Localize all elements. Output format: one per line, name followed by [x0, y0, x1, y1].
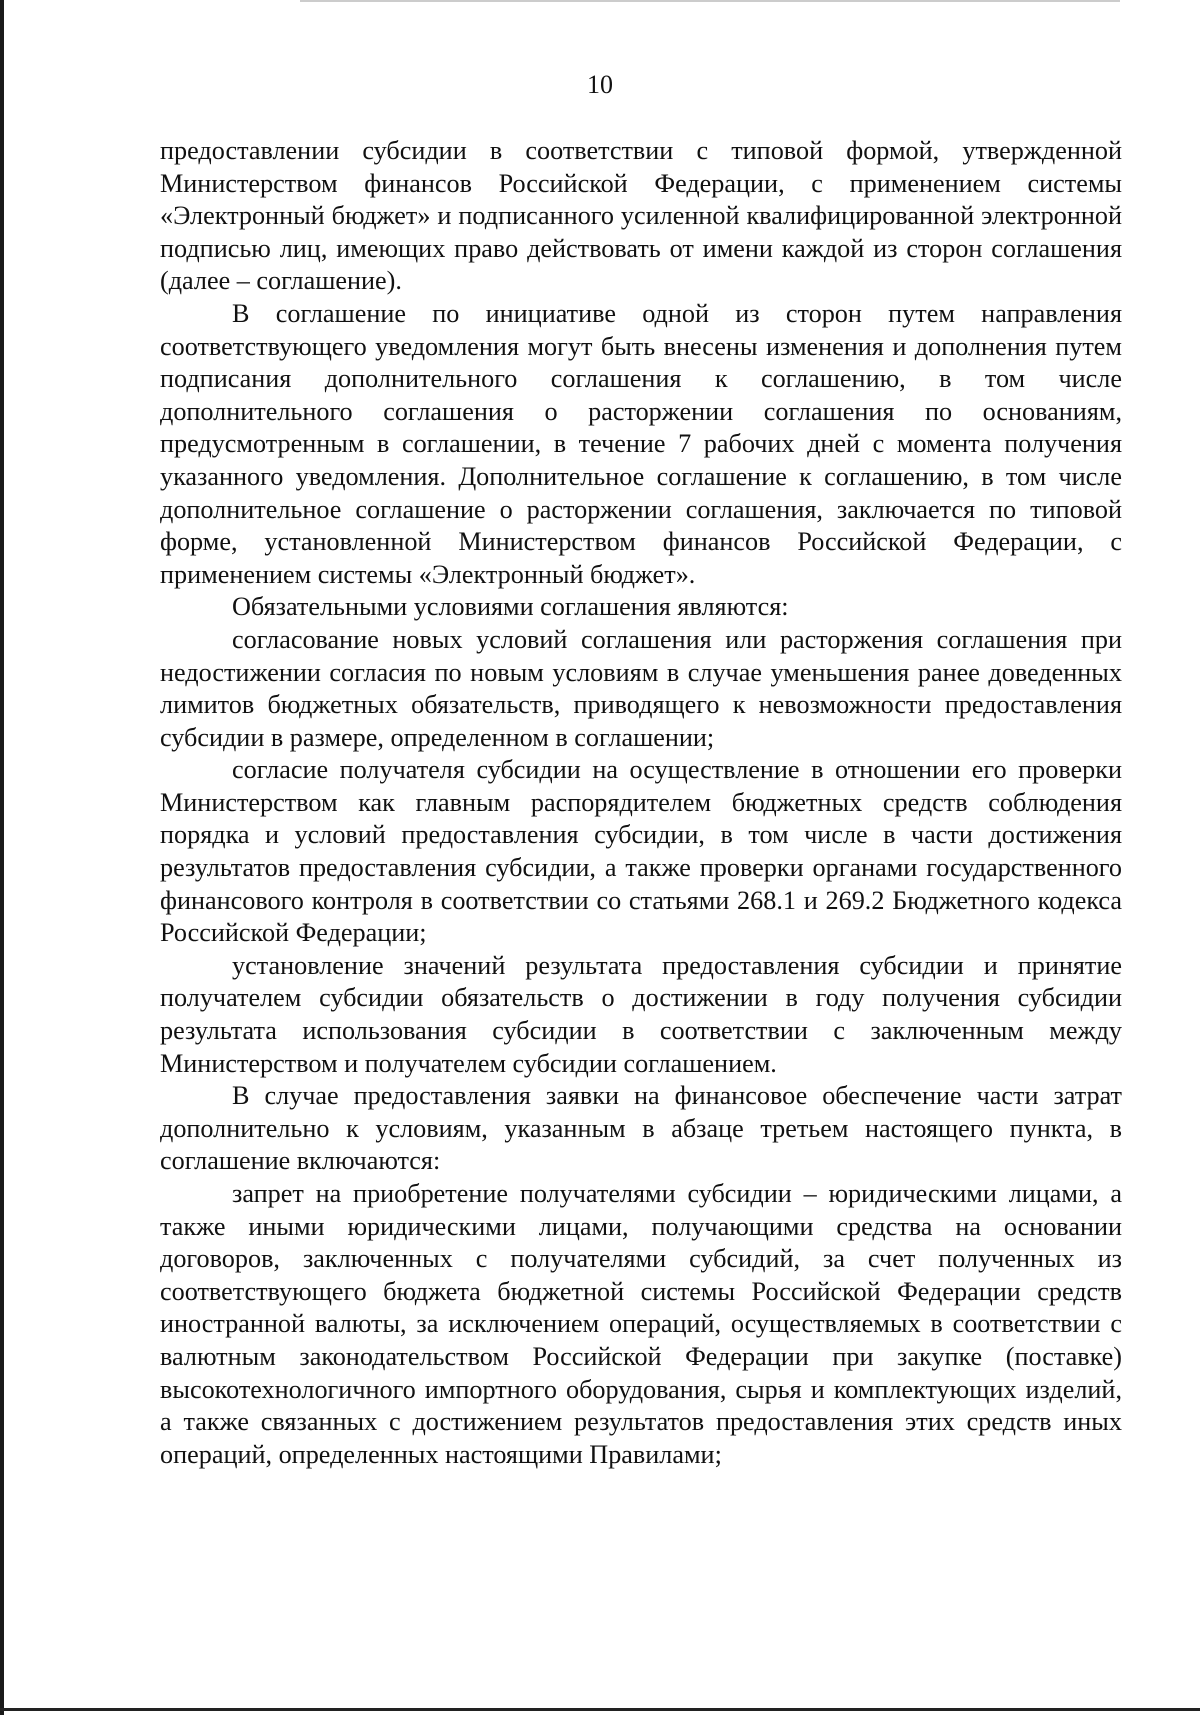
scan-edge-bottom	[0, 1708, 1200, 1711]
paragraph: Обязательными условиями соглашения являются:	[232, 592, 789, 622]
scan-edge-top	[300, 0, 1120, 2]
page-number: 10	[587, 70, 613, 99]
paragraph: согласие получателя субсидии на осуществление в отношении его проверки Министерством как главным распорядителем бюджетных средств соблюдения порядка и условий предоставления субсидии, в том числе в части достижения результатов предоставления субсидии, а также проверки органами государственного финансового контроля в соответствии со статьями 268.1 и 269.2 Бюджетного кодекса Российской Федерации;	[160, 755, 1122, 948]
paragraph: установление значений результата предоставления субсидии и принятие получателем субсидии обязательств о достижении в году получения субсидии результата использования субсидии в соответствии с заключенным между Министерством и получателем субсидии соглашением.	[160, 950, 1122, 1078]
paragraph: В соглашение по инициативе одной из сторон путем направления соответствующего уведомления могут быть внесены изменения и дополнения путем подписания дополнительного соглашения к соглашению, в том числе дополнительного соглашения о расторжении соглашения по основаниям, предусмотренным в соглашении, в течение 7 рабочих дней с момента получения указанного уведомления. Дополнительное соглашение к соглашению, в том числе дополнительное соглашение о расторжении соглашения, заключается по типовой форме, установленной Министерством финансов Российской Федерации, с применением системы «Электронный бюджет».	[160, 298, 1122, 589]
scan-edge-left	[0, 0, 4, 1715]
paragraph: предоставлении субсидии в соответствии с типовой формой, утвержденной Министерством финансов Российской Федерации, с применением системы «Электронный бюджет» и подписанного усиленной квалифицированной электронной подписью лиц, имеющих право действовать от имени каждой из сторон соглашения (далее – соглашение).	[160, 136, 1122, 296]
document-body	[160, 135, 1122, 1471]
paragraph: согласование новых условий соглашения или расторжения соглашения при недостижении согласия по новым условиям в случае уменьшения ранее доведенных лимитов бюджетных обязательств, приводящего к невозможности предоставления субсидии в размере, определенном в соглашении;	[160, 624, 1122, 752]
paragraph: В случае предоставления заявки на финансовое обеспечение части затрат дополнительно к условиям, указанным в абзаце третьем настоящего пункта, в соглашение включаются:	[160, 1081, 1122, 1176]
paragraph: запрет на приобретение получателями субсидии – юридическими лицами, а также иными юридическими лицами, получающими средства на основании договоров, заключенных с получателями субсидий, за счет полученных из соответствующего бюджета бюджетной системы Российской Федерации средств иностранной валюты, за исключением операций, осуществляемых в соответствии с валютным законодательством Российской Федерации при закупке (поставке) высокотехнологичного импортного оборудования, сырья и комплектующих изделий, а также связанных с достижением результатов предоставления этих средств иных операций, определенных настоящими Правилами;	[160, 1179, 1122, 1469]
